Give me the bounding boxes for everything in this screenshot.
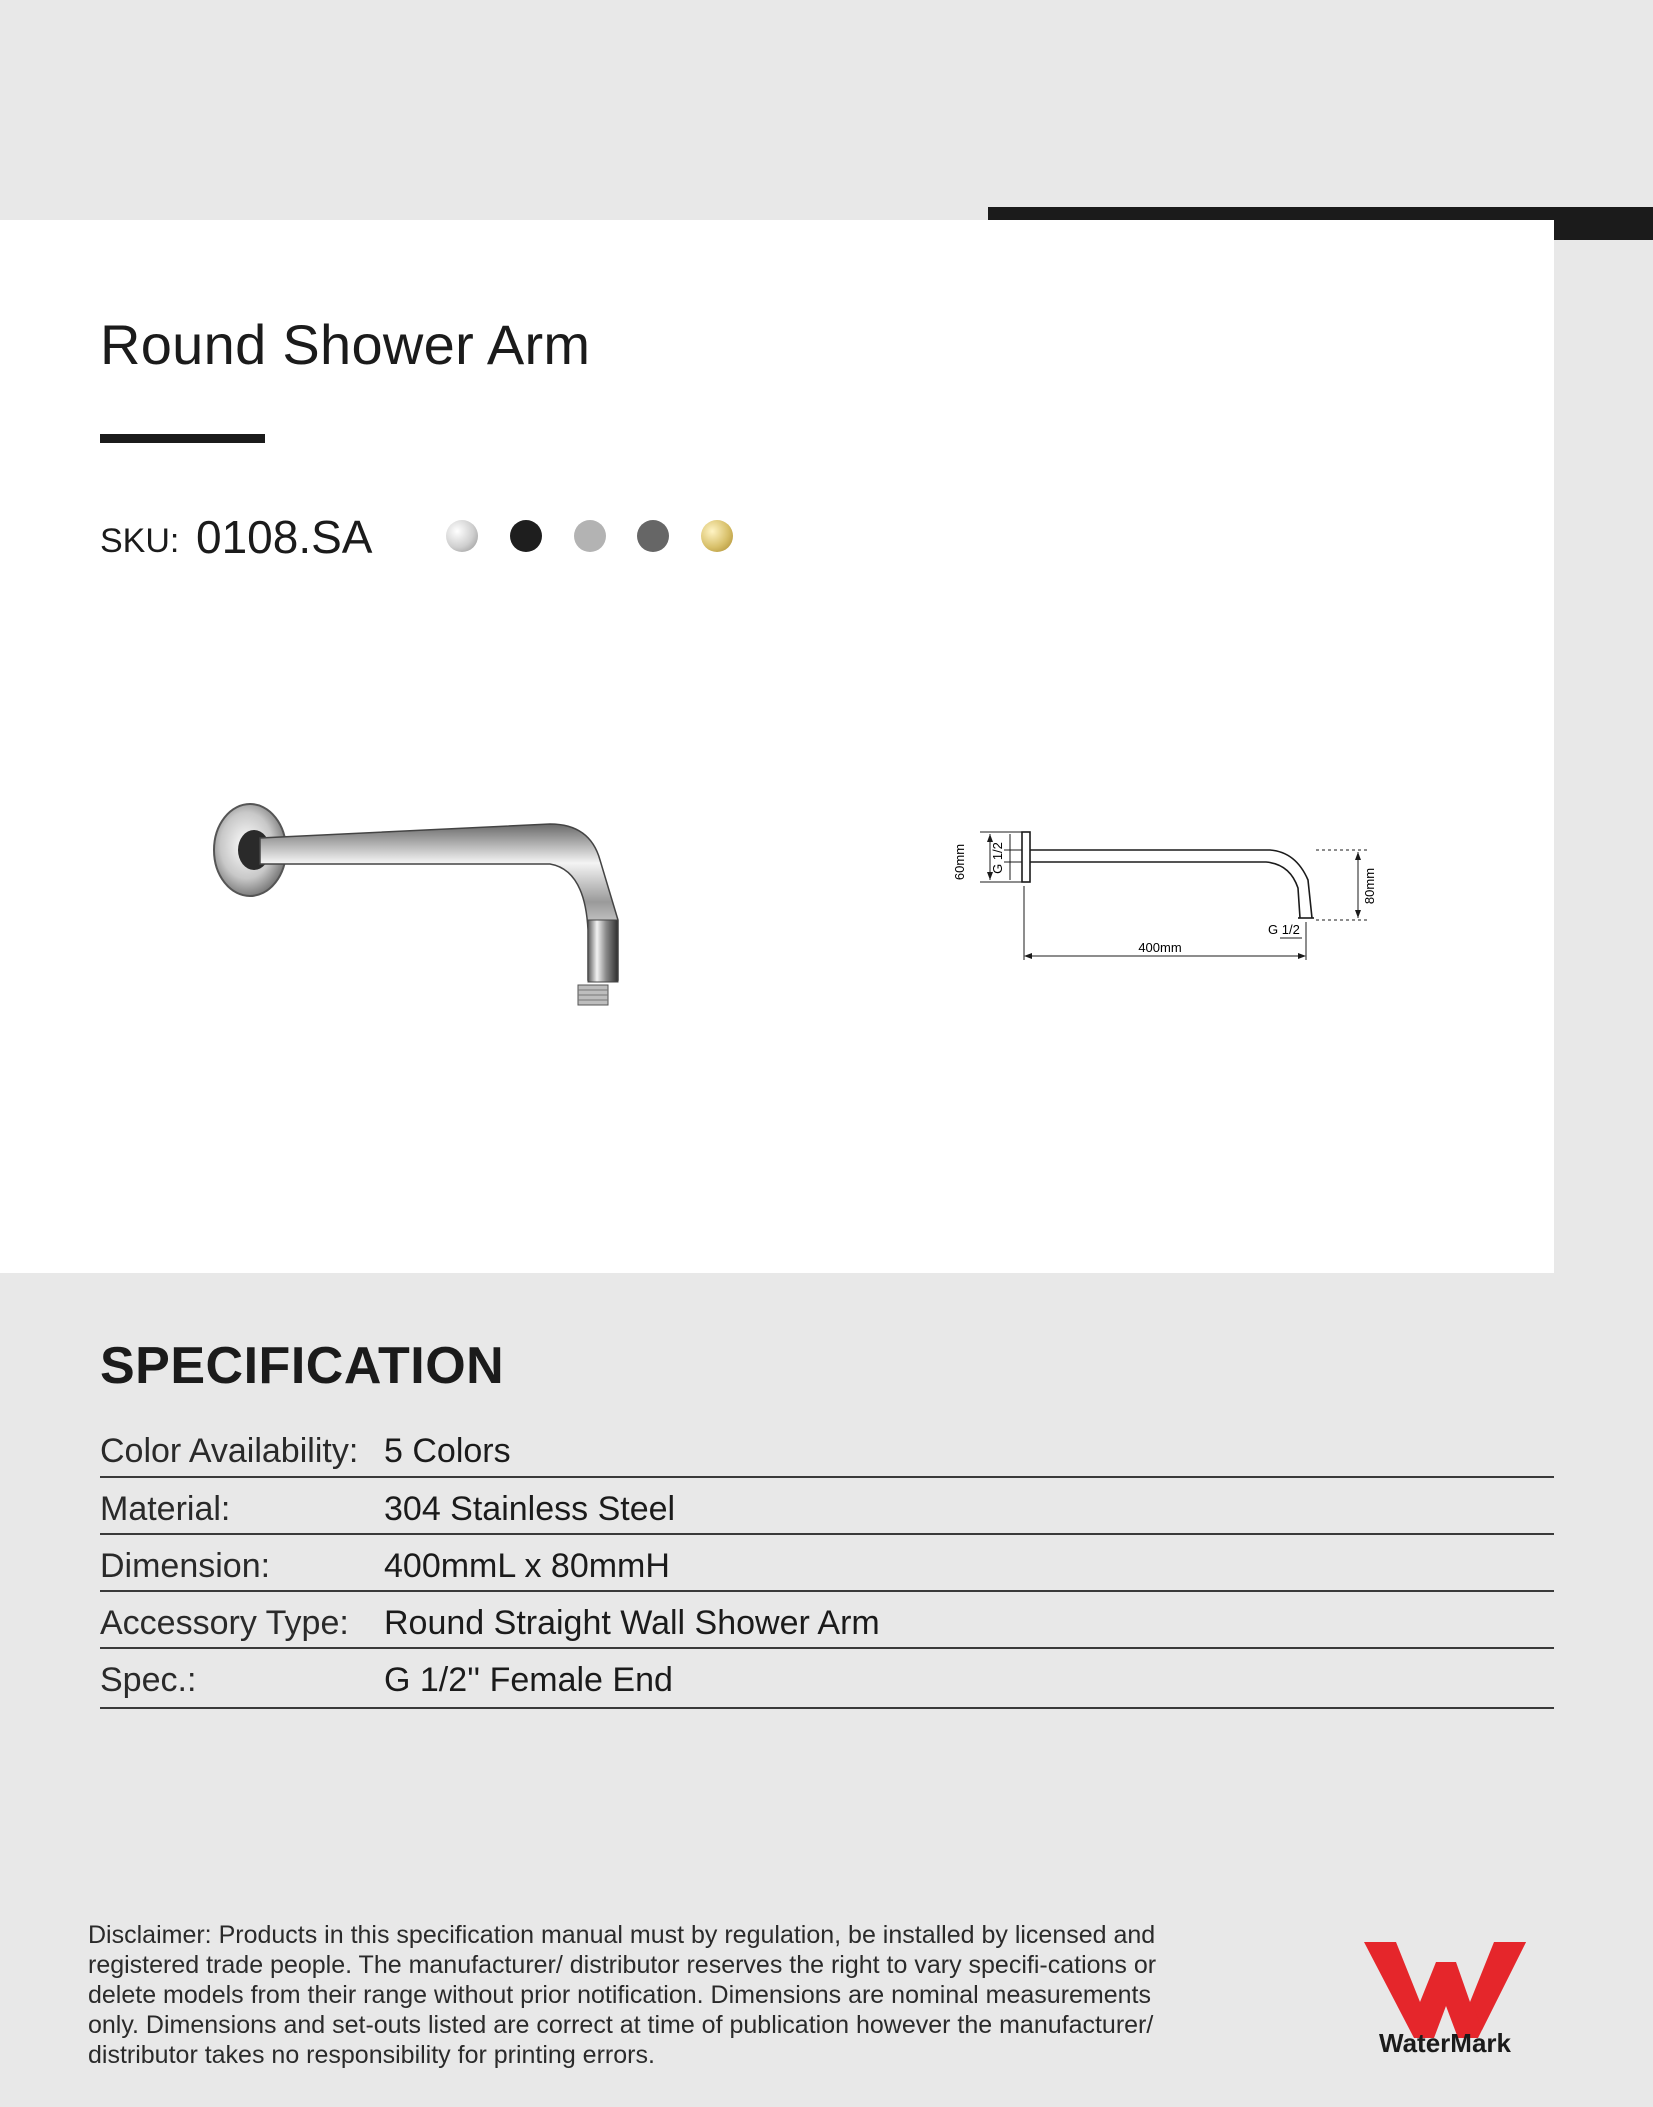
product-panel [0, 220, 1554, 1273]
spec-key: Material: [100, 1490, 231, 1528]
drawing-length: 400mm [1138, 940, 1182, 955]
product-title: Round Shower Arm [100, 313, 591, 376]
spec-key: Accessory Type: [100, 1604, 349, 1642]
spec-row [100, 1649, 1554, 1709]
spec-value: 304 Stainless Steel [384, 1490, 676, 1528]
gold-swatch[interactable] [701, 520, 733, 552]
spec-key: Spec.: [100, 1661, 197, 1699]
sku-label: SKU: [100, 522, 180, 560]
specification-heading: SPECIFICATION [100, 1337, 505, 1395]
drawing-right-thread: G 1/2 [1268, 922, 1300, 937]
spec-value: G 1/2'' Female End [384, 1661, 673, 1699]
drawing-left-thread: G 1/2 [990, 842, 1005, 874]
spec-row [100, 1535, 1554, 1592]
technical-drawing [940, 810, 1380, 990]
specification-table [100, 1420, 1554, 1709]
disclaimer-text: Disclaimer: Products in this specification manual must by regulation, be installed by licensed and registered trade people. The manufacturer/ distributor reserves the right to vary specifi-cations or delete models from their range without prior notification. Dimensions are nominal measurements only. Dimensions and set-outs listed are correct at time of publication however the manufacturer/ distributor takes no responsibility for printing errors. [88, 1921, 1157, 2069]
chrome-swatch[interactable] [446, 520, 478, 552]
spec-key: Dimension: [100, 1547, 271, 1585]
spec-row [100, 1592, 1554, 1649]
title-underline [100, 434, 265, 443]
brushed-nickel-swatch[interactable] [574, 520, 606, 552]
sku-value: 0108.SA [196, 511, 373, 563]
black-swatch[interactable] [510, 520, 542, 552]
spec-row [100, 1420, 1554, 1478]
watermark-logo-text: WaterMark [1379, 2028, 1511, 2058]
spec-value: 5 Colors [384, 1432, 511, 1470]
spec-value: Round Straight Wall Shower Arm [384, 1604, 880, 1642]
spec-value: 400mmL x 80mmH [384, 1547, 670, 1585]
spec-key: Color Availability: [100, 1432, 359, 1470]
drawing-left-height: 60mm [952, 843, 967, 881]
drawing-right-height: 80mm [1362, 867, 1377, 905]
spec-row [100, 1478, 1554, 1535]
gunmetal-swatch[interactable] [637, 520, 669, 552]
product-photo [200, 780, 640, 1040]
